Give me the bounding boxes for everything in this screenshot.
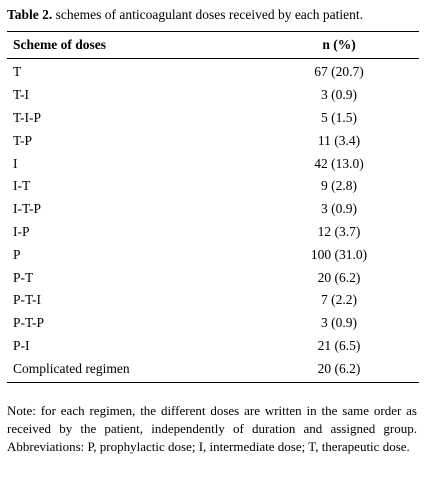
cell-scheme: P-T — [13, 269, 34, 285]
cell-n: 20 (6.2) — [259, 357, 419, 382]
table-row — [7, 357, 419, 382]
cell-scheme: P-T-P — [13, 315, 45, 331]
cell-scheme: I-T — [13, 178, 31, 194]
table-row — [7, 84, 419, 107]
table-row — [7, 243, 419, 266]
cell-scheme: P — [13, 246, 21, 262]
cell-n: 21 (6.5) — [317, 337, 361, 353]
cell-n: 11 (3.4) — [317, 132, 361, 148]
table-row — [7, 335, 419, 358]
table-row — [7, 107, 419, 130]
cell-n: 3 (0.9) — [321, 201, 357, 217]
table-row — [7, 289, 419, 312]
cell-n: 20 (6.2) — [317, 269, 361, 285]
table-row — [7, 198, 419, 221]
cell-n: 42 (13.0) — [314, 155, 364, 171]
cell-scheme: T-P — [13, 132, 33, 148]
cell-n: 3 (0.9) — [321, 87, 357, 103]
cell-n: 12 (3.7) — [317, 223, 361, 239]
header-scheme: Scheme of doses — [7, 32, 259, 59]
header-n: n (%) — [259, 32, 419, 59]
cell-scheme: T-I-P — [13, 109, 42, 125]
cell-scheme: T — [13, 64, 22, 80]
cell-n: 100 (31.0) — [310, 246, 368, 262]
table-row — [7, 129, 419, 152]
table-row — [7, 152, 419, 175]
table-row — [7, 312, 419, 335]
cell-n: 9 (2.8) — [321, 178, 357, 194]
table-header-row — [7, 32, 419, 59]
table-caption-text: schemes of anticoagulant doses received by each patient. — [52, 7, 364, 22]
table-container — [7, 31, 419, 383]
cell-n: 7 (2.2) — [321, 292, 357, 308]
cell-scheme: T-I — [13, 87, 29, 103]
table-row — [7, 266, 419, 289]
table-caption-label: Table 2. — [7, 7, 53, 22]
cell-scheme: I-T-P — [13, 201, 42, 217]
cell-n: 67 (20.7) — [314, 64, 364, 80]
table-row — [7, 221, 419, 244]
table-caption — [7, 6, 419, 24]
cell-n: 5 (1.5) — [321, 109, 357, 125]
table-row — [7, 59, 419, 84]
cell-n: 3 (0.9) — [321, 315, 357, 331]
doses-table — [7, 31, 419, 383]
cell-scheme: I-P — [13, 223, 30, 239]
cell-scheme: Complicated regimen — [7, 357, 259, 382]
cell-scheme: P-I — [13, 337, 30, 353]
table-footnote: Note: for each regimen, the different doses are written in the same order as received by the patient, independently of duration and assigned group. Abbreviations: P, prophylactic dose; I, intermediate dose; T, therapeutic dose. — [7, 403, 417, 454]
table-header — [7, 32, 419, 59]
cell-scheme: P-T-I — [13, 292, 42, 308]
cell-scheme: I — [13, 155, 18, 171]
table-body — [7, 59, 419, 383]
table-row — [7, 175, 419, 198]
